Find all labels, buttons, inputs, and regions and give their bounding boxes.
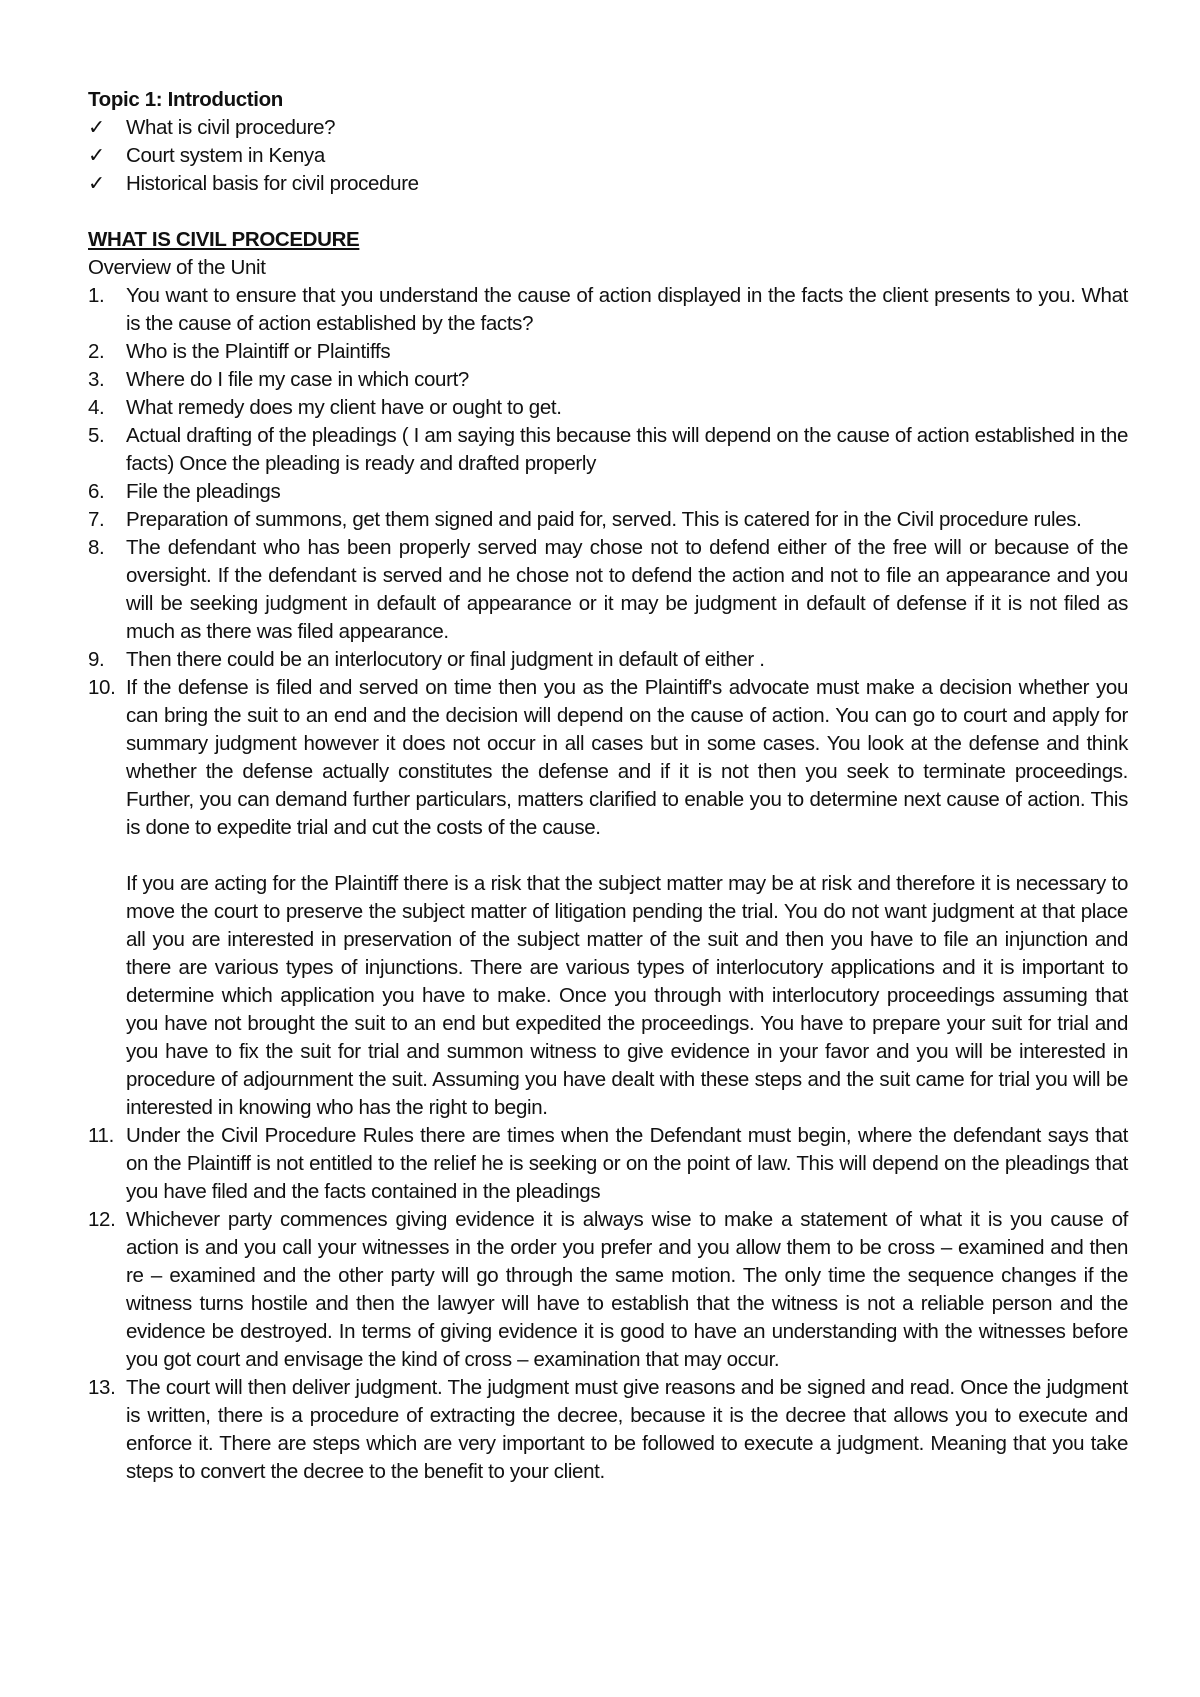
step-continuation-paragraph: If you are acting for the Plaintiff there is a risk that the subject matter may be at risk and therefore it is necessary to move the court to preserve the subject matter of litigation pending the trial. You do not want judgment at that place all you are interested in preservation of the subject matter of the suit and then you have to file an injunction and there are various types of injunctions. There are various types of interlocutory applications and it is important to determine which application you have to make. Once you through with interlocutory proceedings assuming that you have not brought the suit to an end but expedited the proceedings. You have to prepare your suit for trial and you have to fix the suit for trial and summon witness to give evidence in your favor and you will be interested in procedure of adjournment the suit. Assuming you have dealt with these steps and the suit came for trial you will be interested in knowing who has the right to begin. — [126, 872, 1128, 1119]
step-number: 5. — [88, 424, 105, 447]
step-item — [88, 1206, 1128, 1374]
step-number: 2. — [88, 340, 105, 363]
step-item — [88, 422, 1128, 478]
checklist-item — [88, 170, 1128, 198]
step-text: Actual drafting of the pleadings ( I am saying this because this will depend on the cause of action established in the facts) Once the pleading is ready and drafted properly — [126, 424, 1128, 475]
step-text: Where do I file my case in which court? — [126, 368, 469, 391]
checkmark-icon: ✓ — [88, 144, 105, 167]
step-text: You want to ensure that you understand the cause of action displayed in the facts the client presents to you. What is the cause of action established by the facts? — [126, 284, 1128, 335]
topic-title: Topic 1: Introduction — [88, 88, 283, 111]
checklist-item-text: What is civil procedure? — [126, 116, 336, 139]
step-item — [88, 478, 1128, 506]
step-number: 11. — [88, 1124, 114, 1147]
step-item — [88, 646, 1128, 674]
step-number: 10. — [88, 676, 116, 699]
step-text: Under the Civil Procedure Rules there are times when the Defendant must begin, where the defendant says that on the Plaintiff is not entitled to the relief he is seeking or on the point of law. This will depend on the pleadings that you have filed and the facts contained in the pleadings — [126, 1124, 1128, 1203]
step-text: File the pleadings — [126, 480, 281, 503]
step-item — [88, 1122, 1128, 1206]
document-page — [88, 86, 1128, 1486]
step-number: 7. — [88, 508, 105, 531]
step-number: 13. — [88, 1376, 116, 1399]
step-item — [88, 338, 1128, 366]
step-item — [88, 506, 1128, 534]
checklist-item-text: Historical basis for civil procedure — [126, 172, 419, 195]
step-item — [88, 1374, 1128, 1486]
step-number: 9. — [88, 648, 105, 671]
steps-list — [88, 282, 1128, 1486]
step-text: Preparation of summons, get them signed and paid for, served. This is catered for in the Civil procedure rules. — [126, 508, 1082, 531]
step-number: 8. — [88, 536, 105, 559]
step-item — [88, 674, 1128, 1122]
step-item — [88, 394, 1128, 422]
step-text: The defendant who has been properly served may chose not to defend either of the free will or because of the oversight. If the defendant is served and he chose not to defend the action and not to file an appearance and you will be seeking judgment in default of appearance or it may be judgment in default of defense if it is not filed as much as there was filed appearance. — [126, 536, 1128, 643]
step-item — [88, 534, 1128, 646]
step-item — [88, 282, 1128, 338]
step-item — [88, 366, 1128, 394]
step-number: 3. — [88, 368, 105, 391]
step-text: Then there could be an interlocutory or final judgment in default of either . — [126, 648, 765, 671]
topic-checklist — [88, 114, 1128, 198]
checklist-item-text: Court system in Kenya — [126, 144, 325, 167]
step-number: 1. — [88, 284, 105, 307]
step-text: The court will then deliver judgment. The judgment must give reasons and be signed and read. Once the judgment is written, there is a procedure of extracting the decree, because it is the decree that allows you to execute and enforce it. There are steps which are very important to be followed to execute a judgment. Meaning that you take steps to convert the decree to the benefit to your client. — [126, 1376, 1128, 1483]
step-number: 6. — [88, 480, 105, 503]
overview-label: Overview of the Unit — [88, 256, 266, 279]
step-number: 12. — [88, 1208, 116, 1231]
checkmark-icon: ✓ — [88, 172, 105, 195]
step-text: If the defense is filed and served on time then you as the Plaintiff's advocate must make a decision whether you can bring the suit to an end and the decision will depend on the cause of action. You can go to court and apply for summary judgment however it does not occur in all cases but in some cases. You look at the defense and think whether the defense actually constitutes the defense and if it is not then you seek to terminate proceedings. Further, you can demand further particulars, matters clarified to enable you to determine next cause of action. This is done to expedite trial and cut the costs of the cause. — [126, 676, 1128, 839]
step-text: Who is the Plaintiff or Plaintiffs — [126, 340, 391, 363]
checkmark-icon: ✓ — [88, 116, 105, 139]
step-number: 4. — [88, 396, 105, 419]
section-heading: WHAT IS CIVIL PROCEDURE — [88, 228, 360, 251]
checklist-item — [88, 114, 1128, 142]
step-text: Whichever party commences giving evidence it is always wise to make a statement of what it is you cause of action is and you call your witnesses in the order you prefer and you allow them to be cross – examined and then re – examined and the other party will go through the same motion. The only time the sequence changes if the witness turns hostile and then the lawyer will have to establish that the witness is not a reliable person and the evidence be destroyed. In terms of giving evidence it is good to have an understanding with the witnesses before you got court and envisage the kind of cross – examination that may occur. — [126, 1208, 1128, 1371]
step-text: What remedy does my client have or ought to get. — [126, 396, 562, 419]
checklist-item — [88, 142, 1128, 170]
